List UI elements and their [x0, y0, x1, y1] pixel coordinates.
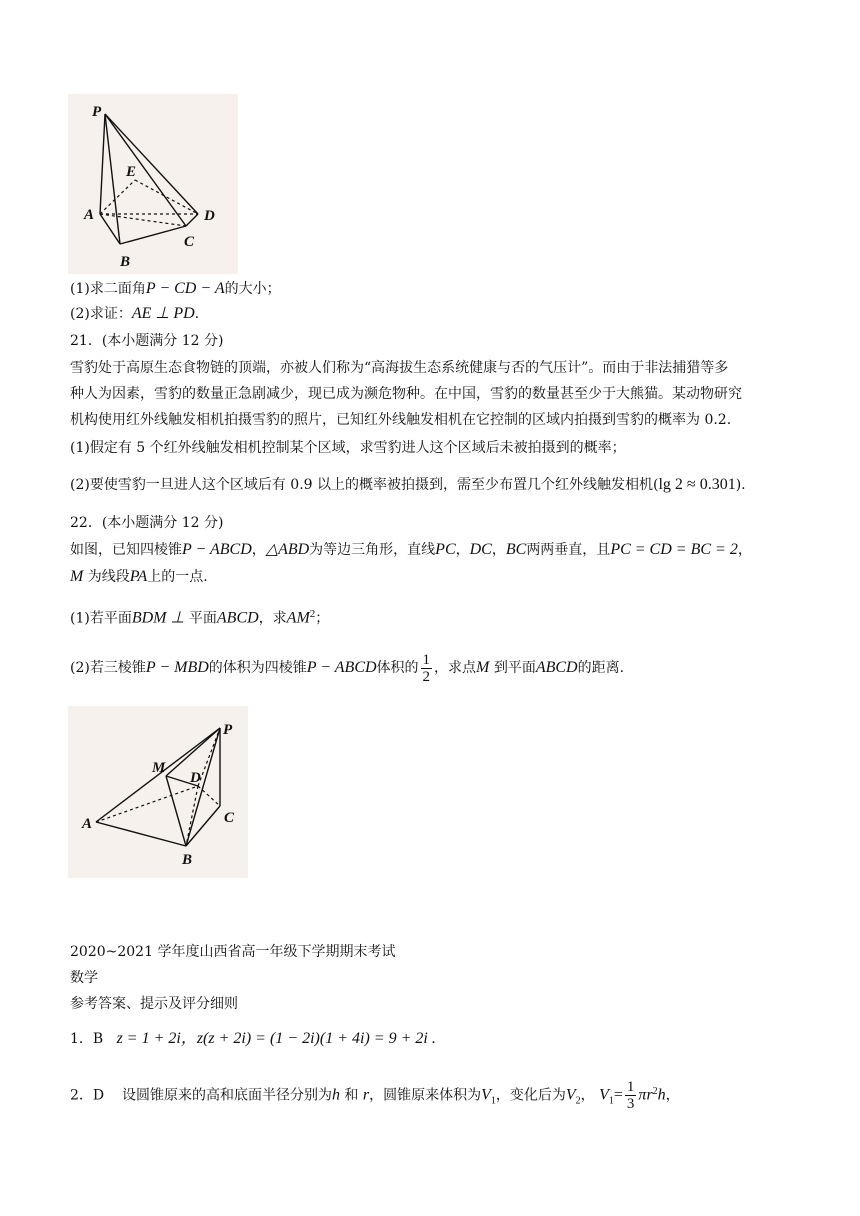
- answers-title: 2020~2021 学年度山西省高一年级下学期期末考试: [70, 944, 396, 960]
- label-m: M: [152, 760, 166, 776]
- q21-para-line3: 机构使用红外线触发相机拍摄雪豹的照片，已知红外线触发相机在它控制的区域内拍摄到雪豹的概率为 0.2.: [70, 412, 732, 428]
- q22-header: 22．(本小题满分 12 分): [70, 515, 224, 531]
- label-a: A: [84, 207, 95, 223]
- q21-para-line1: 雪豹处于高原生态食物链的顶端，亦被人们称为“高海拔生态系统健康与否的气压计”。而由于非法捕猎等多: [70, 360, 729, 376]
- figure-pyramid-pabcd-e: [68, 94, 238, 274]
- label-d: D: [204, 208, 215, 224]
- answer-1: 1．B z = 1 + 2i，z(z + 2i) = (1 − 2i)(1 + 4i) = 9 + 2i .: [70, 1030, 436, 1047]
- answer-2: 2．D 设圆锥原来的高和底面半径分别为h 和 r，圆锥原来体积为$V_1$，变化后为$V_2$， $V_1=$ $\frac{1}{3}$ $\pi r^2h$，: [70, 1079, 680, 1113]
- q20-part2: (2)求证：AE ⊥ PD.: [70, 305, 200, 322]
- label-c: C: [184, 234, 195, 250]
- answers-subtitle: 参考答案、提示及评分细则: [70, 996, 238, 1012]
- fraction-one-third: $\frac{1}{3}$: [626, 1079, 635, 1113]
- fraction-one-half: $\frac{1}{2}$: [422, 651, 431, 685]
- q22-part1: (1)若平面BDM ⊥ 平面ABCD，求$AM^2$；: [70, 608, 330, 627]
- label-a: A: [82, 816, 93, 832]
- answers-subject: 数学: [70, 970, 98, 986]
- label-c: C: [224, 810, 235, 826]
- q20-part1: (1)求二面角P − CD − A的大小；: [70, 280, 281, 297]
- label-p: P: [92, 104, 102, 120]
- label-d: D: [190, 770, 201, 786]
- label-p: P: [223, 722, 233, 738]
- q21-part2: (2)要使雪豹一旦进人这个区域后有 0.9 以上的概率被拍摄到，需至少布置几个红外线触发相机(lg 2 ≈ 0.301).: [70, 476, 746, 493]
- label-b: B: [182, 852, 193, 868]
- q22-part2: (2)若三棱锥P − MBD的体积为四棱锥P − ABCD体积的 $\frac{1}{2}$ ，求点M 到平面ABCD的距离.: [70, 651, 625, 685]
- q22-line1: 如图，已知四棱锥P − ABCD，△ABD为等边三角形，直线PC，DC，BC两两垂直，且PC = CD = BC = 2，: [70, 541, 752, 558]
- q21-part1: (1)假定有 5 个红外线触发相机控制某个区域，求雪豹进人这个区域后未被拍摄到的概率；: [70, 440, 626, 456]
- label-b: B: [120, 254, 131, 270]
- q21-para-line2: 种人为因素，雪豹的数量正急剧减少，现已成为濒危物种。在中国，雪豹的数量甚至少于大熊猫。某动物研究: [70, 386, 742, 402]
- q22-line2: M 为线段PA上的一点.: [70, 568, 208, 585]
- figure-pyramid-pabcd-m: [68, 706, 248, 878]
- label-e: E: [126, 164, 137, 180]
- q21-header: 21．(本小题满分 12 分): [70, 333, 224, 349]
